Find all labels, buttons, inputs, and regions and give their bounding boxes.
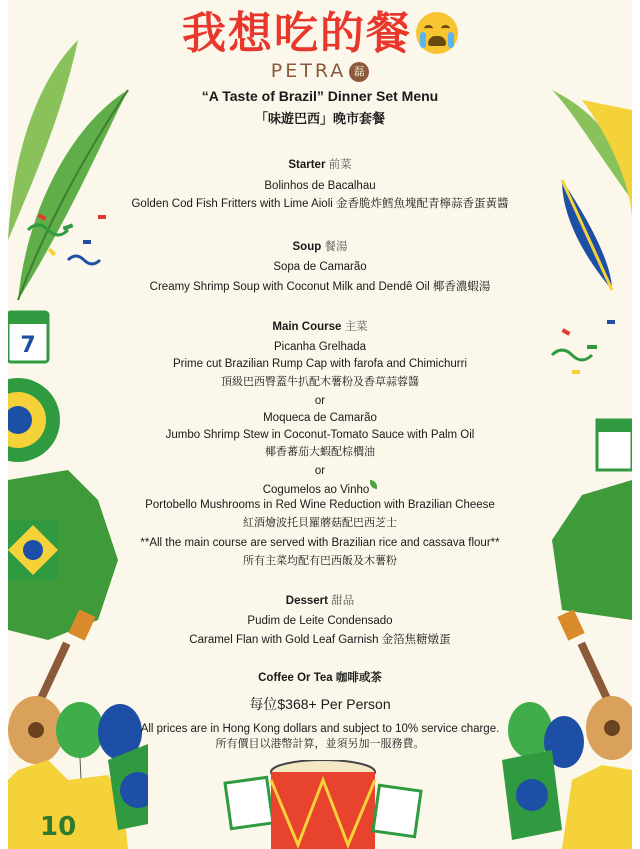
main-option-name: Cogumelos ao Vinho [262, 484, 370, 496]
price-per-person: 每位$368+ Per Person [249, 696, 391, 712]
main-option-description-zh: 紅酒燴波托貝羅蘑菇配巴西芝士 [243, 516, 397, 529]
logo-mark: 磊 [349, 62, 369, 82]
starter-heading: Starter 前菜 [288, 157, 352, 171]
menu-subtitle: 「味遊巴西」晚市套餐 [254, 112, 385, 127]
main-option-name: Moqueca de Camarão [263, 412, 377, 424]
dessert-description: Caramel Flan with Gold Leaf Garnish 金箔焦糖燉蛋 [189, 634, 451, 646]
main-option-name: Picanha Grelhada [273, 341, 367, 353]
calendar-day: 7 [20, 333, 36, 358]
main-option-description-zh: 頂級巴西臀蓋牛扒配木薯粉及香草蒜蓉醬 [221, 375, 419, 388]
restaurant-logo [0, 60, 640, 82]
main-option-description: Prime cut Brazilian Rump Cap with farofa and Chimichurri [173, 358, 467, 370]
main-option-description: Portobello Mushrooms in Red Wine Reduction with Brazilian Cheese [145, 499, 495, 511]
calendar-icon [373, 785, 421, 836]
main-option-description-zh: 椰香蕃茄大蝦配棕櫚油 [265, 445, 375, 458]
main-course-note-zh: 所有主菜均配有巴西飯及木薯粉 [243, 554, 397, 567]
jersey-number: 10 [40, 812, 77, 842]
dessert-name: Pudim de Leite Condensado [247, 615, 393, 627]
logo-text: PETRA [270, 60, 347, 82]
soup-description: Creamy Shrimp Soup with Coconut Milk and Dendê Oil 椰香濃蝦湯 [149, 281, 491, 293]
bottom-decor [198, 760, 448, 849]
main-course-note: **All the main course are served with Brazilian rice and cassava flour** [140, 537, 500, 549]
calendar-icon [225, 777, 273, 828]
headline-text: 我想吃的餐 [182, 8, 412, 59]
jersey-icon [562, 765, 632, 849]
starter-description: Golden Cod Fish Fritters with Lime Aioli 金香脆炸鱈魚塊配青檸蒜香蛋黃醬 [131, 198, 509, 210]
headline [0, 6, 640, 62]
or-separator: or [314, 465, 326, 477]
leaf-icon [370, 480, 377, 489]
menu-title: “A Taste of Brazil” Dinner Set Menu [201, 88, 439, 104]
loudly-crying-face-icon [416, 12, 458, 54]
footer-note: All prices are in Hong Kong dollars and subject to 10% service charge. [140, 723, 500, 735]
soup-name: Sopa de Camarão [273, 261, 367, 273]
main-course-heading: Main Course 主菜 [272, 319, 368, 333]
or-separator: or [314, 395, 326, 407]
drum-icon [271, 760, 375, 849]
main-option-name-row [0, 480, 640, 498]
dessert-heading: Dessert 甜品 [285, 593, 355, 607]
main-option-description: Jumbo Shrimp Stew in Coconut-Tomato Sauce with Palm Oil [165, 429, 475, 441]
starter-name: Bolinhos de Bacalhau [264, 180, 376, 192]
footer-note-zh: 所有價目以港幣計算，並須另加一服務費。 [215, 737, 425, 750]
coffee-heading: Coffee Or Tea 咖啡或茶 [258, 672, 382, 684]
soup-heading: Soup 餐湯 [292, 239, 348, 253]
